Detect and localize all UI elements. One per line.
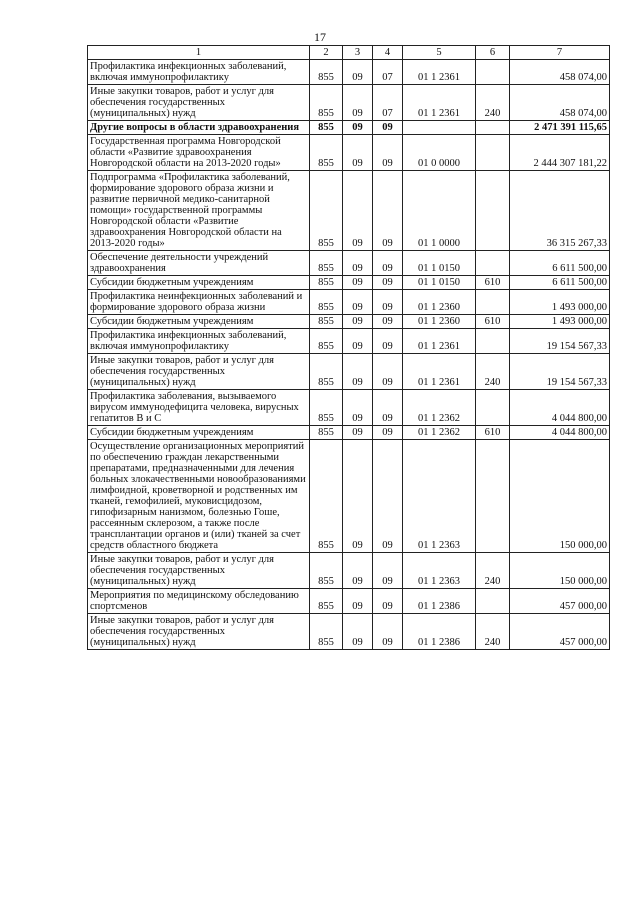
target-article: 01 1 2363: [403, 553, 476, 589]
amount: 4 044 800,00: [510, 390, 610, 426]
row-name: Иные закупки товаров, работ и услуг для обеспечения государственных (муниципальных) нужд: [88, 553, 310, 589]
target-article: 01 1 0150: [403, 276, 476, 290]
expense-type: [476, 171, 510, 251]
department-code: 855: [310, 390, 343, 426]
target-article: 01 1 0150: [403, 251, 476, 276]
section-code: 09: [343, 85, 373, 121]
section-code: 09: [343, 290, 373, 315]
header-cell: 5: [403, 46, 476, 60]
expense-type: [476, 121, 510, 135]
header-cell: 4: [373, 46, 403, 60]
department-code: 855: [310, 440, 343, 553]
table-row: [88, 390, 610, 426]
expense-type: 610: [476, 315, 510, 329]
department-code: 855: [310, 614, 343, 650]
row-name: Мероприятия по медицинскому обследованию спортсменов: [88, 589, 310, 614]
department-code: 855: [310, 354, 343, 390]
amount: 150 000,00: [510, 553, 610, 589]
expense-type: 240: [476, 553, 510, 589]
row-name: Субсидии бюджетным учреждениям: [88, 426, 310, 440]
target-article: 01 1 2360: [403, 315, 476, 329]
expense-type: 240: [476, 85, 510, 121]
expense-type: 610: [476, 276, 510, 290]
table-row: [88, 614, 610, 650]
subsection-code: 09: [373, 171, 403, 251]
department-code: 855: [310, 315, 343, 329]
table-row: [88, 315, 610, 329]
expense-type: [476, 135, 510, 171]
amount: 1 493 000,00: [510, 315, 610, 329]
row-name: Иные закупки товаров, работ и услуг для обеспечения государственных (муниципальных) нужд: [88, 354, 310, 390]
subsection-code: 09: [373, 553, 403, 589]
subsection-code: 09: [373, 390, 403, 426]
department-code: 855: [310, 290, 343, 315]
amount: 1 493 000,00: [510, 290, 610, 315]
department-code: 855: [310, 426, 343, 440]
department-code: 855: [310, 85, 343, 121]
row-name: Осуществление организационных мероприятий по обеспечению граждан лекарственными препаратами, предназначенными для лечения больных злокачественными новообразованиями лимфоидной, кроветворной и родственных им тканей, гемофилией, муковисцидозом, гипофизарным нанизмом, болезнью Гоше, рассеянным склерозом, а также после трансплантации органов и (или) тканей за счет средств областного бюджета: [88, 440, 310, 553]
amount: 457 000,00: [510, 614, 610, 650]
row-name: Иные закупки товаров, работ и услуг для обеспечения государственных (муниципальных) нужд: [88, 614, 310, 650]
target-article: 01 1 2361: [403, 60, 476, 85]
section-code: 09: [343, 354, 373, 390]
table-row: [88, 589, 610, 614]
section-code: 09: [343, 440, 373, 553]
subsection-code: 09: [373, 440, 403, 553]
section-code: 09: [343, 171, 373, 251]
target-article: 01 1 2362: [403, 426, 476, 440]
amount: 2 471 391 115,65: [510, 121, 610, 135]
header-cell: 7: [510, 46, 610, 60]
department-code: 855: [310, 276, 343, 290]
section-code: 09: [343, 329, 373, 354]
target-article: 01 1 2361: [403, 85, 476, 121]
department-code: 855: [310, 553, 343, 589]
department-code: 855: [310, 171, 343, 251]
amount: 457 000,00: [510, 589, 610, 614]
section-code: 09: [343, 60, 373, 85]
expense-type: [476, 290, 510, 315]
expense-type: [476, 329, 510, 354]
expense-type: [476, 440, 510, 553]
target-article: 01 1 2363: [403, 440, 476, 553]
section-code: 09: [343, 276, 373, 290]
row-name: Другие вопросы в области здравоохранения: [88, 121, 310, 135]
table-row: [88, 290, 610, 315]
expense-type: [476, 251, 510, 276]
expense-type: [476, 390, 510, 426]
row-name: Государственная программа Новгородской области «Развитие здравоохранения Новгородской области на 2013-2020 годы»: [88, 135, 310, 171]
header-cell: 2: [310, 46, 343, 60]
section-code: 09: [343, 315, 373, 329]
row-name: Профилактика неинфекционных заболеваний и формирование здорового образа жизни: [88, 290, 310, 315]
header-cell: 3: [343, 46, 373, 60]
amount: 458 074,00: [510, 60, 610, 85]
page-number: 17: [314, 30, 326, 44]
table-row: [88, 426, 610, 440]
department-code: 855: [310, 589, 343, 614]
target-article: 01 1 2386: [403, 589, 476, 614]
expense-type: 610: [476, 426, 510, 440]
department-code: 855: [310, 251, 343, 276]
department-code: 855: [310, 329, 343, 354]
subsection-code: 07: [373, 60, 403, 85]
row-name: Обеспечение деятельности учреждений здравоохранения: [88, 251, 310, 276]
row-name: Субсидии бюджетным учреждениям: [88, 276, 310, 290]
amount: 4 044 800,00: [510, 426, 610, 440]
table-row: [88, 329, 610, 354]
table-row: [88, 553, 610, 589]
amount: 6 611 500,00: [510, 276, 610, 290]
table-row: [88, 354, 610, 390]
target-article: 01 1 2362: [403, 390, 476, 426]
target-article: 01 0 0000: [403, 135, 476, 171]
header-cell: 1: [88, 46, 310, 60]
section-code: 09: [343, 614, 373, 650]
subsection-code: 09: [373, 426, 403, 440]
department-code: 855: [310, 135, 343, 171]
row-name: Профилактика инфекционных заболеваний, включая иммунопрофилактику: [88, 329, 310, 354]
amount: 36 315 267,33: [510, 171, 610, 251]
subsection-code: 09: [373, 329, 403, 354]
amount: 19 154 567,33: [510, 329, 610, 354]
expense-type: 240: [476, 614, 510, 650]
section-code: 09: [343, 251, 373, 276]
table-row: [88, 251, 610, 276]
table-row: [88, 276, 610, 290]
amount: 6 611 500,00: [510, 251, 610, 276]
table-row: [88, 60, 610, 85]
target-article: 01 1 2386: [403, 614, 476, 650]
department-code: 855: [310, 60, 343, 85]
section-code: 09: [343, 135, 373, 171]
budget-table: [87, 45, 610, 650]
section-code: 09: [343, 121, 373, 135]
subsection-code: 09: [373, 121, 403, 135]
amount: 150 000,00: [510, 440, 610, 553]
section-code: 09: [343, 390, 373, 426]
target-article: 01 1 2360: [403, 290, 476, 315]
amount: 458 074,00: [510, 85, 610, 121]
table-row: [88, 85, 610, 121]
amount: 19 154 567,33: [510, 354, 610, 390]
subsection-code: 09: [373, 135, 403, 171]
subsection-code: 09: [373, 276, 403, 290]
target-article: 01 1 2361: [403, 354, 476, 390]
table-row: [88, 135, 610, 171]
subsection-code: 09: [373, 251, 403, 276]
table-row: [88, 171, 610, 251]
target-article: 01 1 2361: [403, 329, 476, 354]
expense-type: [476, 60, 510, 85]
section-code: 09: [343, 426, 373, 440]
row-name: Подпрограмма «Профилактика заболеваний, формирование здорового образа жизни и развитие первичной медико-санитарной помощи» государственной программы Новгородской области «Развитие здравоохранения Новгородской области на 2013-2020 годы»: [88, 171, 310, 251]
table-row: [88, 121, 610, 135]
subsection-code: 09: [373, 354, 403, 390]
subsection-code: 09: [373, 315, 403, 329]
department-code: 855: [310, 121, 343, 135]
subsection-code: 09: [373, 614, 403, 650]
subsection-code: 07: [373, 85, 403, 121]
expense-type: [476, 589, 510, 614]
row-name: Профилактика заболевания, вызываемого вирусом иммунодефицита человека, вирусных гепатитов В и С: [88, 390, 310, 426]
subsection-code: 09: [373, 589, 403, 614]
expense-type: 240: [476, 354, 510, 390]
target-article: 01 1 0000: [403, 171, 476, 251]
table-row: [88, 440, 610, 553]
header-row: [88, 46, 610, 60]
amount: 2 444 307 181,22: [510, 135, 610, 171]
row-name: Иные закупки товаров, работ и услуг для обеспечения государственных (муниципальных) нужд: [88, 85, 310, 121]
header-cell: 6: [476, 46, 510, 60]
section-code: 09: [343, 589, 373, 614]
section-code: 09: [343, 553, 373, 589]
subsection-code: 09: [373, 290, 403, 315]
row-name: Профилактика инфекционных заболеваний, включая иммунопрофилактику: [88, 60, 310, 85]
target-article: [403, 121, 476, 135]
row-name: Субсидии бюджетным учреждениям: [88, 315, 310, 329]
